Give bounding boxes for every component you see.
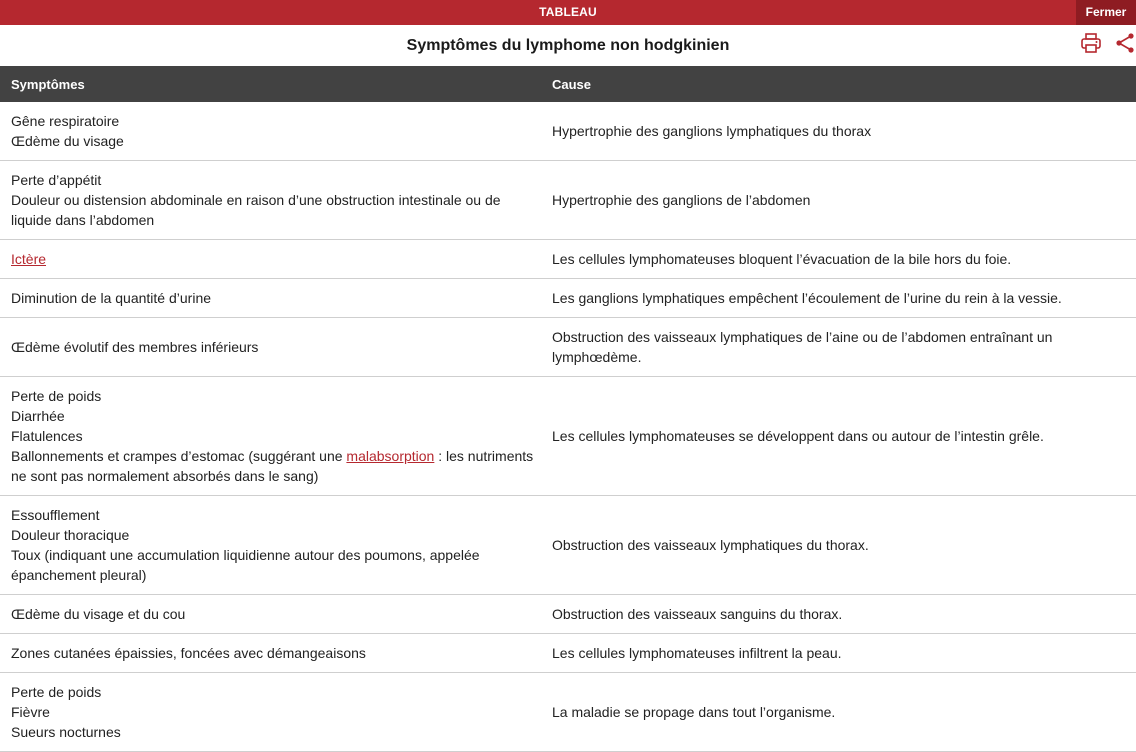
- column-header-symptoms: Symptômes: [0, 66, 541, 102]
- symptom-line: Œdème évolutif des membres inférieurs: [11, 339, 259, 355]
- symptom-line: Zones cutanées épaissies, foncées avec démangeaisons: [11, 645, 366, 661]
- ictere-link[interactable]: Ictère: [11, 251, 47, 267]
- symptom-text: Ballonnements et crampes d’estomac (suggérant une: [11, 448, 347, 464]
- title-actions: [1080, 32, 1136, 54]
- title-bar: [0, 25, 1136, 66]
- table-header-row: [0, 66, 1136, 102]
- symptom-line: Toux (indiquant une accumulation liquidienne autour des poumons, appelée épanchement pleural): [11, 547, 480, 583]
- cause-cell: Les cellules lymphomateuses bloquent l’évacuation de la bile hors du foie.: [541, 240, 1136, 279]
- symptom-line: Diarrhée: [11, 408, 65, 424]
- top-bar: [0, 0, 1136, 25]
- symptom-line: Flatulences: [11, 428, 83, 444]
- symptom-line: Perte de poids: [11, 388, 102, 404]
- symptom-line: Œdème du visage et du cou: [11, 606, 186, 622]
- table-body: [0, 102, 1136, 752]
- cause-cell: La maladie se propage dans tout l’organisme.: [541, 673, 1136, 752]
- symptoms-cell: [0, 595, 541, 634]
- table-row: [0, 279, 1136, 318]
- share-icon[interactable]: [1114, 32, 1136, 54]
- symptom-line: Œdème du visage: [11, 133, 124, 149]
- cause-cell: Obstruction des vaisseaux sanguins du thorax.: [541, 595, 1136, 634]
- symptoms-cell: [0, 240, 541, 279]
- symptom-line: Gêne respiratoire: [11, 113, 120, 129]
- table-row: [0, 496, 1136, 595]
- table-row: [0, 673, 1136, 752]
- symptom-line: Perte de poids: [11, 684, 102, 700]
- symptoms-table: [0, 66, 1136, 752]
- cause-cell: Obstruction des vaisseaux lymphatiques du thorax.: [541, 496, 1136, 595]
- symptoms-cell: [0, 496, 541, 595]
- symptom-line: Perte d’appétit: [11, 172, 102, 188]
- symptoms-cell: [0, 161, 541, 240]
- malabsorption-link[interactable]: malabsorption: [346, 448, 435, 464]
- table-row: [0, 102, 1136, 161]
- symptom-line: Fièvre: [11, 704, 50, 720]
- table-row: [0, 377, 1136, 496]
- symptoms-cell: [0, 279, 541, 318]
- table-header: [0, 66, 1136, 102]
- column-header-cause: Cause: [541, 66, 1136, 102]
- cause-cell: Les cellules lymphomateuses se développent dans ou autour de l’intestin grêle.: [541, 377, 1136, 496]
- symptom-line: Sueurs nocturnes: [11, 724, 121, 740]
- symptom-line: Essoufflement: [11, 507, 100, 523]
- symptoms-cell: [0, 318, 541, 377]
- symptom-text: : les nutriments ne sont pas normalement absorbés dans le sang): [11, 448, 534, 484]
- table-row: [0, 595, 1136, 634]
- table-row: [0, 634, 1136, 673]
- cause-cell: Obstruction des vaisseaux lymphatiques de l’aine ou de l’abdomen entraînant un lymphœdème.: [541, 318, 1136, 377]
- symptoms-cell: [0, 377, 541, 496]
- symptoms-cell: [0, 102, 541, 161]
- symptom-line: Douleur ou distension abdominale en raison d’une obstruction intestinale ou de liquide dans l’abdomen: [11, 192, 501, 228]
- symptom-line: Diminution de la quantité d’urine: [11, 290, 212, 306]
- cause-cell: Hypertrophie des ganglions de l’abdomen: [541, 161, 1136, 240]
- table-row: [0, 318, 1136, 377]
- table-row: [0, 240, 1136, 279]
- symptoms-cell: [0, 673, 541, 752]
- symptom-line: Douleur thoracique: [11, 527, 130, 543]
- print-icon[interactable]: [1080, 32, 1102, 54]
- cause-cell: Les ganglions lymphatiques empêchent l’écoulement de l’urine du rein à la vessie.: [541, 279, 1136, 318]
- top-bar-label: TABLEAU: [539, 5, 597, 19]
- cause-cell: Les cellules lymphomateuses infiltrent la peau.: [541, 634, 1136, 673]
- cause-cell: Hypertrophie des ganglions lymphatiques du thorax: [541, 102, 1136, 161]
- symptoms-cell: [0, 634, 541, 673]
- page-title: Symptômes du lymphome non hodgkinien: [406, 37, 730, 54]
- symptom-line: [11, 446, 541, 486]
- table-row: [0, 161, 1136, 240]
- close-button[interactable]: Fermer: [1076, 0, 1136, 25]
